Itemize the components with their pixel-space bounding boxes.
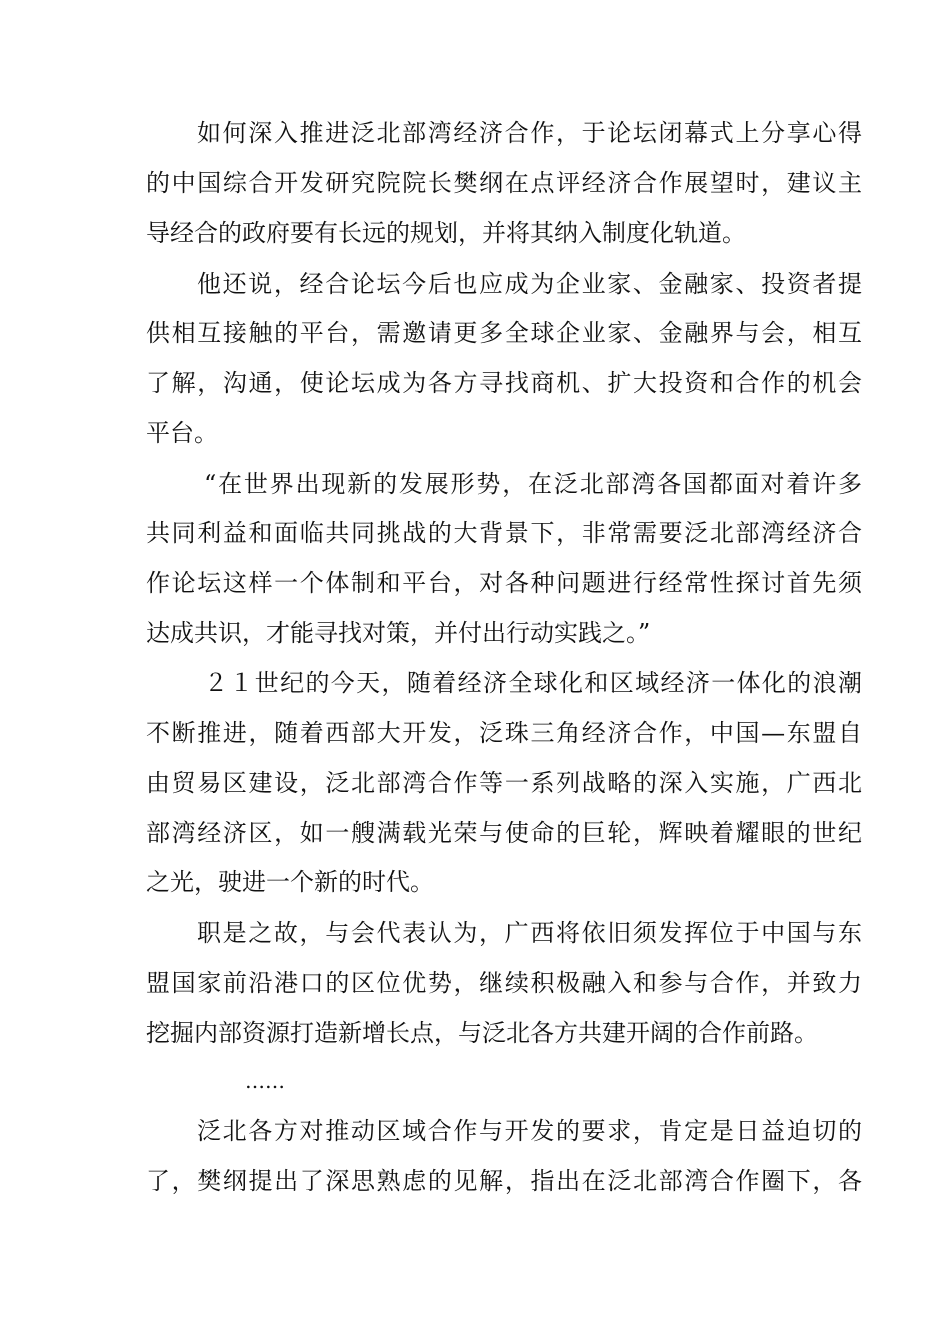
paragraph-2-line-4: 平台。 bbox=[146, 419, 218, 447]
paragraph-3-line-2: 共同利益和面临共同挑战的大背景下，非常需要泛北部湾经济合 bbox=[146, 519, 862, 547]
paragraph-7-line-2: 了，樊纲提出了深思熟虑的见解，指出在泛北部湾合作圈下，各 bbox=[146, 1167, 862, 1195]
paragraph-3-line-4: 达成共识，才能寻找对策，并付出行动实践之。” bbox=[146, 619, 651, 647]
paragraph-3-line-1: “在世界出现新的发展形势，在泛北部湾各国都面对着许多 bbox=[204, 470, 862, 498]
paragraph-5-line-2: 盟国家前沿港口的区位优势，继续积极融入和参与合作，并致力 bbox=[146, 969, 862, 997]
paragraph-4-line-4: 部湾经济区，如一艘满载光荣与使命的巨轮，辉映着耀眼的世纪 bbox=[146, 819, 862, 847]
paragraph-1-line-1: 如何深入推进泛北部湾经济合作，于论坛闭幕式上分享心得 bbox=[197, 119, 862, 147]
paragraph-1-line-2: 的中国综合开发研究院院长樊纲在点评经济合作展望时，建议主 bbox=[146, 169, 862, 197]
paragraph-5-line-1: 职是之故，与会代表认为，广西将依旧须发挥位于中国与东 bbox=[197, 919, 862, 947]
paragraph-4-line-3: 由贸易区建设，泛北部湾合作等一系列战略的深入实施，广西北 bbox=[146, 769, 862, 797]
paragraph-2-line-3: 了解，沟通，使论坛成为各方寻找商机、扩大投资和合作的机会 bbox=[146, 369, 862, 397]
paragraph-3-line-3: 作论坛这样一个体制和平台，对各种问题进行经常性探讨首先须 bbox=[146, 569, 862, 597]
paragraph-7-line-1: 泛北各方对推动区域合作与开发的要求，肯定是日益迫切的 bbox=[197, 1117, 862, 1145]
paragraph-1-line-3: 导经合的政府要有长远的规划，并将其纳入制度化轨道。 bbox=[146, 219, 746, 247]
paragraph-4-line-1: ２１世纪的今天，随着经济全球化和区域经济一体化的浪潮 bbox=[204, 669, 862, 697]
paragraph-2-line-1: 他还说，经合论坛今后也应成为企业家、金融家、投资者提 bbox=[197, 270, 862, 298]
paragraph-5-line-3: 挖掘内部资源打造新增长点，与泛北各方共建开阔的合作前路。 bbox=[146, 1019, 818, 1047]
paragraph-2-line-2: 供相互接触的平台，需邀请更多全球企业家、金融界与会，相互 bbox=[146, 319, 862, 347]
paragraph-4-line-2: 不断推进，随着西部大开发，泛珠三角经济合作，中国—东盟自 bbox=[146, 719, 862, 747]
paragraph-4-line-5: 之光，驶进一个新的时代。 bbox=[146, 868, 434, 896]
ellipsis: …… bbox=[245, 1069, 285, 1093]
